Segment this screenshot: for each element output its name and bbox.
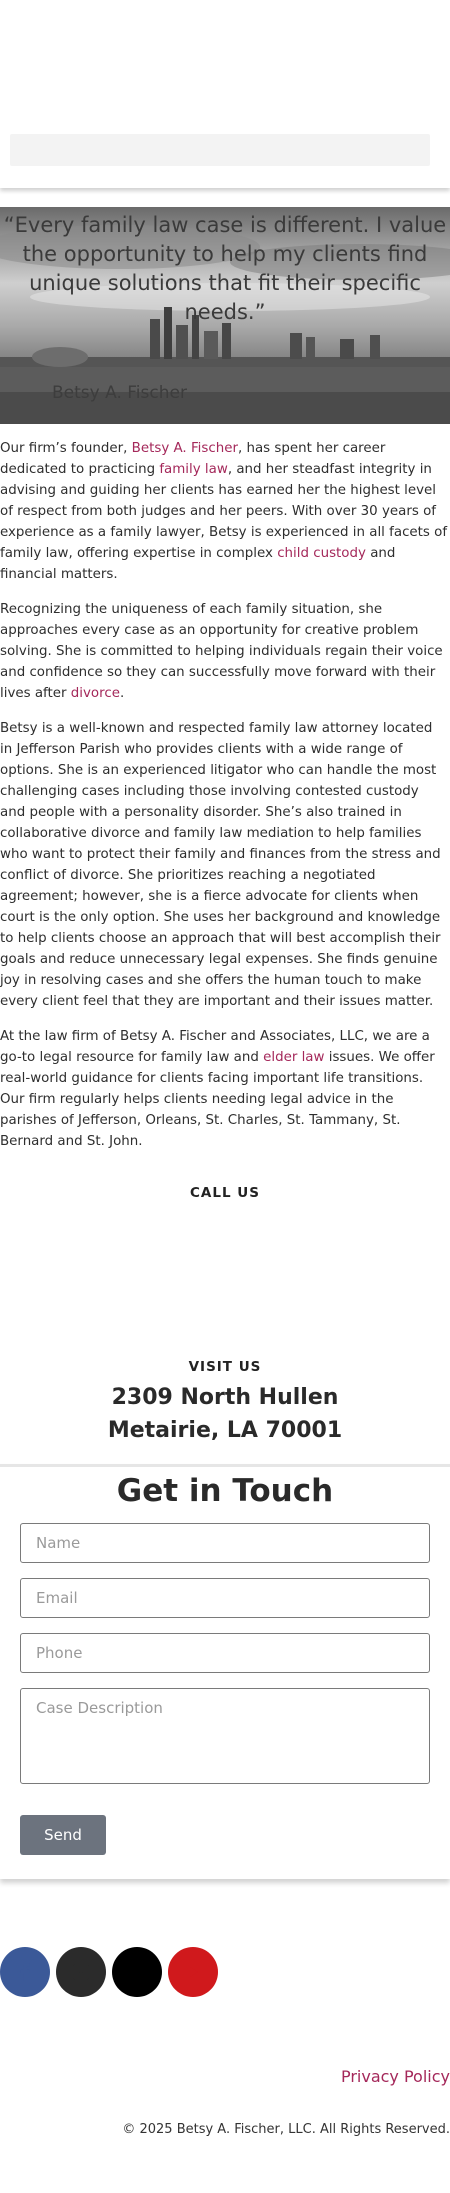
- family-law-link[interactable]: family law: [159, 462, 228, 477]
- divorce-link[interactable]: divorce: [70, 686, 120, 701]
- hero-banner: [0, 207, 450, 424]
- x-icon[interactable]: [56, 1947, 106, 1997]
- text-segment: Our firm’s founder,: [0, 441, 132, 456]
- send-button[interactable]: Send: [20, 1815, 106, 1855]
- text-segment: , and her steadfast integrity in advising and guiding her clients has earned her the highest level of respect from both judges and her peers. With over 30 years of experience as a family lawyer, Betsy is experienced in all facets of family law, offering expertise in complex: [0, 462, 448, 561]
- site-header: [0, 0, 450, 188]
- privacy-policy-link[interactable]: Privacy Policy: [340, 2067, 450, 2086]
- elder-law-link[interactable]: elder law: [263, 1050, 325, 1065]
- address-line-2: Metairie, LA 70001: [107, 1418, 343, 1443]
- office-address: [0, 1381, 450, 1447]
- approach-paragraph: [0, 599, 450, 704]
- form-title: Get in Touch: [116, 1473, 334, 1509]
- facebook-icon[interactable]: [0, 1947, 50, 1997]
- intro-paragraph: [0, 438, 450, 585]
- text-segment: and financial matters.: [0, 546, 396, 582]
- header-bar: [10, 134, 430, 166]
- text-segment: At the law firm of Betsy A. Fischer and Associates, LLC, we are a go-to legal resource for family law and: [0, 1029, 430, 1065]
- visit-us-label: VISIT US: [188, 1359, 262, 1375]
- child-custody-link[interactable]: child custody: [277, 546, 366, 561]
- address-line-1: 2309 North Hullen: [111, 1385, 339, 1410]
- call-us-label: CALL US: [190, 1185, 260, 1201]
- hero-quote: “Every family law case is different. I value the opportunity to help my clients find unique solutions that fit their specific needs.”: [3, 213, 447, 324]
- phone-input[interactable]: [20, 1633, 430, 1673]
- text-segment: issues. We offer real-world guidance for clients facing important life transitions. Our firm regularly helps clients needing legal advice in the parishes of Jefferson, Orleans, St. Charles, St. Tammany, St. Bernard and St. John.: [0, 1050, 435, 1149]
- youtube-icon[interactable]: [168, 1947, 218, 1997]
- site-footer: [0, 2067, 450, 2145]
- privacy-policy: [0, 2067, 450, 2086]
- betsy-fischer-link[interactable]: Betsy A. Fischer: [131, 441, 238, 456]
- contact-form-section: [0, 1464, 450, 1879]
- text-segment: , has spent her career dedicated to practicing: [0, 441, 386, 477]
- social-links: [0, 1947, 450, 1997]
- tiktok-icon[interactable]: [112, 1947, 162, 1997]
- email-input[interactable]: [20, 1578, 430, 1618]
- case-description-input[interactable]: [20, 1688, 430, 1784]
- name-input[interactable]: [20, 1523, 430, 1563]
- text-segment: Recognizing the uniqueness of each family situation, she approaches every case as an opportunity for creative problem solving. She is committed to helping individuals regain their voice and confidence so they can successfully move forward with their lives after: [0, 602, 443, 701]
- hero-author: Betsy A. Fischer: [52, 383, 187, 403]
- copyright-text: © 2025 Betsy A. Fischer, LLC. All Rights Reserved.: [122, 2122, 450, 2137]
- background-paragraph: Betsy is a well-known and respected family law attorney located in Jefferson Parish who provides clients with a wide range of options. She is an experienced litigator who can handle the most challenging cases including those involving contested custody and people with a personality disorder. She’s also trained in collaborative divorce and family law mediation to help families who want to protect their family and finances from the stress and conflict of divorce. She prioritizes reaching a negotiated agreement; however, she is a fierce advocate for clients when court is the only option. She uses her background and knowledge to help clients choose an approach that will best accomplish their goals and reduce unnecessary legal expenses. She finds genuine joy in resolving cases and she offers the human touch to make every client feel that they are important and their issues matter.: [0, 721, 441, 1009]
- main-content: [0, 424, 450, 1152]
- text-segment: .: [119, 686, 125, 701]
- firm-paragraph: [0, 1026, 450, 1152]
